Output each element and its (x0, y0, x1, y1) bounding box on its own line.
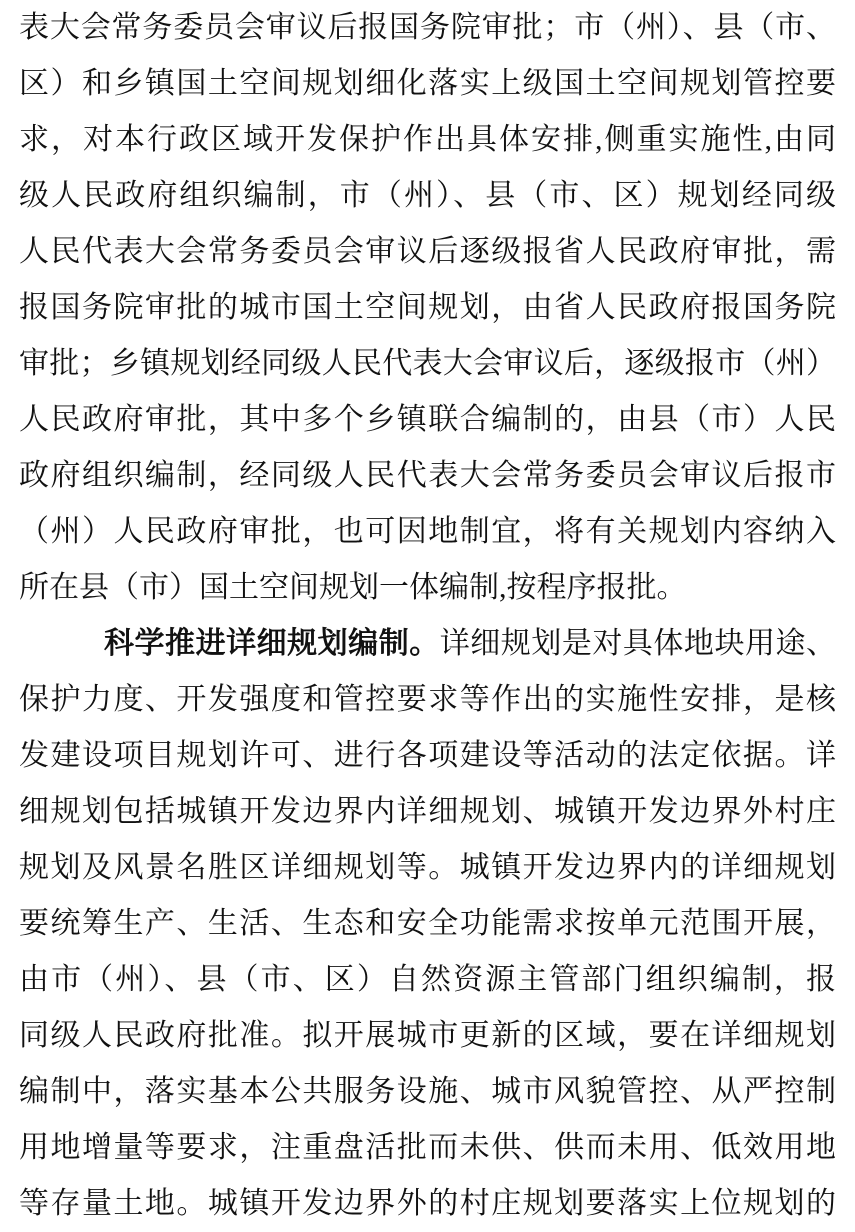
text-line-content: 区）和乡镇国土空间规划细化落实上级国土空间规划管控要 (19, 67, 836, 100)
text-line-content: 人民代表大会常务委员会审议后逐级报省人民政府审批，需 (19, 235, 836, 268)
paragraph-lead-bold: 科学推进详细规划编制。 (104, 627, 440, 660)
document-lines (19, 0, 836, 1232)
text-line-content: 规划及风景名胜区详细规划等。城镇开发边界内的详细规划 (19, 851, 836, 884)
text-line (19, 280, 836, 336)
text-line (19, 896, 836, 952)
text-line-content: 人民政府审批，其中多个乡镇联合编制的，由县（市）人民 (19, 403, 836, 436)
text-line-content: 要统筹生产、生活、生态和安全功能需求按单元范围开展， (19, 907, 836, 940)
text-line-content: 发建设项目规划许可、进行各项建设等活动的法定依据。详 (19, 739, 836, 772)
text-line-content: 级人民政府组织编制，市（州）、县（市、区）规划经同级 (19, 179, 836, 212)
text-line (19, 392, 836, 448)
text-line-content: 表大会常务委员会审议后报国务院审批；市（州）、县（市、 (19, 11, 836, 44)
text-line-content: （州）人民政府审批，也可因地制宜，将有关规划内容纳入 (19, 515, 836, 548)
text-line (19, 952, 836, 1008)
text-line-content: 同级人民政府批准。拟开展城市更新的区域，要在详细规划 (19, 1019, 836, 1052)
text-line (19, 1008, 836, 1064)
text-line (19, 56, 836, 112)
text-line (19, 560, 836, 616)
text-line (19, 448, 836, 504)
text-line-content: 报国务院审批的城市国土空间规划，由省人民政府报国务院 (19, 291, 836, 324)
text-line (19, 0, 836, 56)
text-line (19, 112, 836, 168)
text-line (19, 784, 836, 840)
text-line-content: 审批；乡镇规划经同级人民代表大会审议后，逐级报市（州） (19, 347, 836, 380)
text-line-content: 由市（州）、县（市、区）自然资源主管部门组织编制，报 (19, 963, 836, 996)
text-line-content: 编制中，落实基本公共服务设施、城市风貌管控、从严控制 (19, 1075, 836, 1108)
text-line (19, 672, 836, 728)
text-line (19, 336, 836, 392)
text-line (19, 616, 836, 672)
text-line (19, 1120, 836, 1176)
text-line (19, 1064, 836, 1120)
text-line (19, 728, 836, 784)
text-line-content: 详细规划是对具体地块用途、 (439, 627, 836, 660)
text-line (19, 224, 836, 280)
text-line-content: 用地增量等要求，注重盘活批而未供、供而未用、低效用地 (19, 1131, 836, 1164)
text-line (19, 840, 836, 896)
text-line-content: 等存量土地。城镇开发边界外的村庄规划要落实上位规划的 (19, 1187, 836, 1220)
text-line-content: 保护力度、开发强度和管控要求等作出的实施性安排，是核 (19, 683, 836, 716)
text-line-content: 政府组织编制，经同级人民代表大会常务委员会审议后报市 (19, 459, 836, 492)
text-line-content: 所在县（市）国土空间规划一体编制,按程序报批。 (19, 571, 687, 604)
text-line (19, 168, 836, 224)
text-line-content: 细规划包括城镇开发边界内详细规划、城镇开发边界外村庄 (19, 795, 836, 828)
text-line (19, 1176, 836, 1232)
text-line-content: 求，对本行政区域开发保护作出具体安排,侧重实施性,由同 (19, 123, 836, 156)
text-line (19, 504, 836, 560)
